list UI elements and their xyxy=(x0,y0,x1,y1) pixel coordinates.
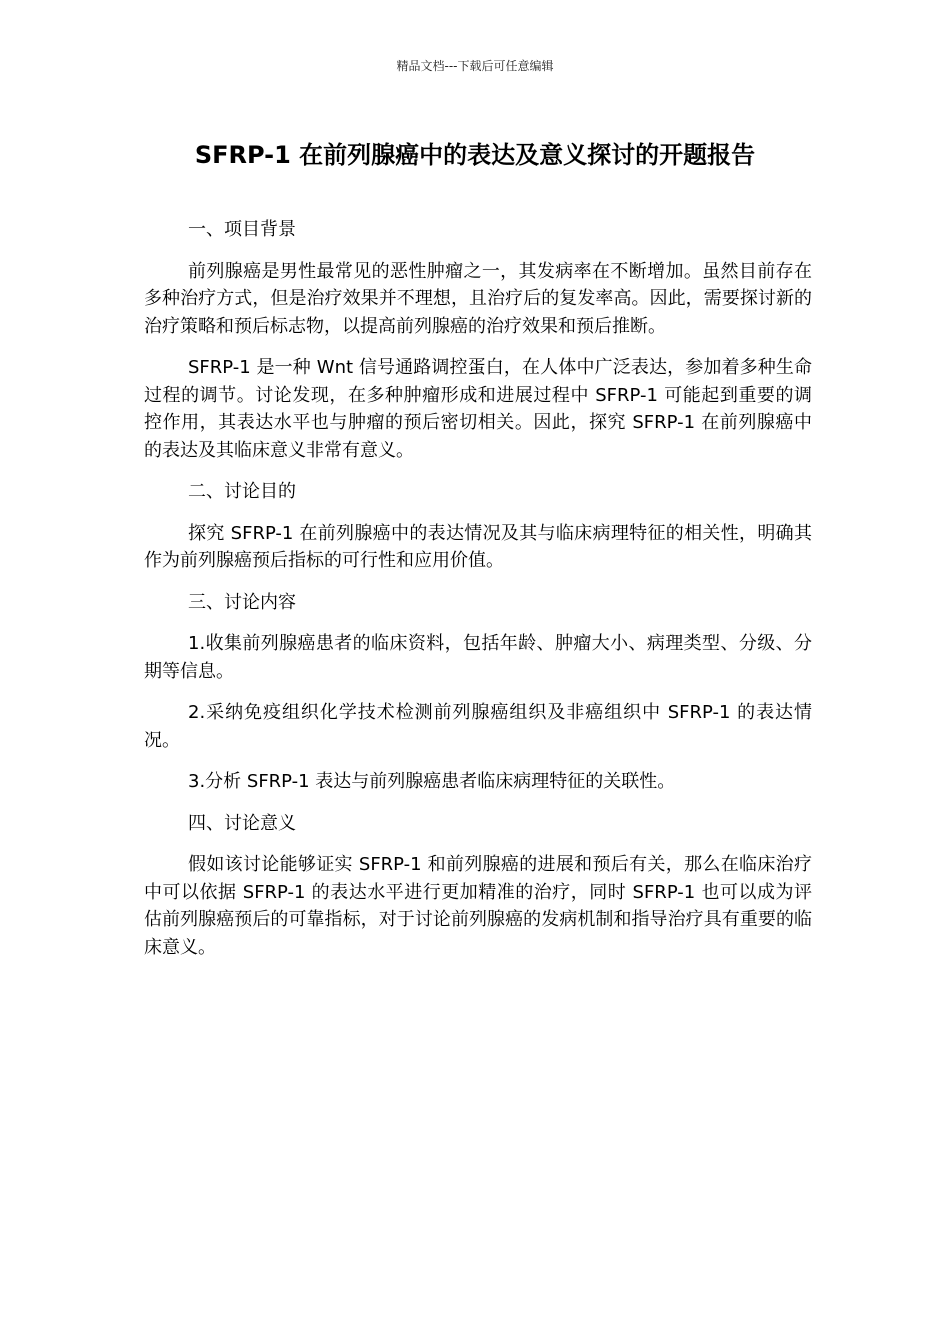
paragraph: 探究 SFRP-1 在前列腺癌中的表达情况及其与临床病理特征的相关性，明确其作为前列腺癌预后指标的可行性和应用价值。 xyxy=(144,522,812,571)
list-item: 2.采纳免疫组织化学技术检测前列腺癌组织及非癌组织中 SFRP-1 的表达情况。 xyxy=(144,702,812,751)
section-heading: 二、讨论目的 xyxy=(188,481,296,502)
list-item: 3.分析 SFRP-1 表达与前列腺癌患者临床病理特征的关联性。 xyxy=(188,771,676,792)
section-heading: 三、讨论内容 xyxy=(188,591,296,613)
paragraph: 假如该讨论能够证实 SFRP-1 和前列腺癌的进展和预后有关，那么在临床治疗中可以依据 SFRP-1 的表达水平进行更加精准的治疗，同时 SFRP-1 也可以成为评估前列腺癌预后的可靠指标，对于讨论前列腺癌的发病机制和指导治疗具有重要的临床意义。 xyxy=(144,854,812,958)
list-item: 1.收集前列腺癌患者的临床资料，包括年龄、肿瘤大小、病理类型、分级、分期等信息。 xyxy=(144,633,812,682)
section-heading: 一、项目背景 xyxy=(188,219,296,240)
header-note: 精品文档---下载后可任意编辑 xyxy=(396,59,554,73)
paragraph: 前列腺癌是男性最常见的恶性肿瘤之一，其发病率在不断增加。虽然目前存在多种治疗方式，但是治疗效果并不理想，且治疗后的复发率高。因此，需要探讨新的治疗策略和预后标志物，以提高前列腺癌的治疗效果和预后推断。 xyxy=(144,260,812,337)
paragraph: SFRP-1 是一种 Wnt 信号通路调控蛋白，在人体中广泛表达，参加着多种生命过程的调节。讨论发现，在多种肿瘤形成和进展过程中 SFRP-1 可能起到重要的调控作用，其表达水平也与肿瘤的预后密切相关。因此，探究 SFRP-1 在前列腺癌中的表达及其临床意义非常有意义。 xyxy=(144,357,812,461)
document-title: SFRP-1 在前列腺癌中的表达及意义探讨的开题报告 xyxy=(194,141,756,169)
document-body xyxy=(144,216,812,975)
section-heading: 四、讨论意义 xyxy=(188,812,296,834)
